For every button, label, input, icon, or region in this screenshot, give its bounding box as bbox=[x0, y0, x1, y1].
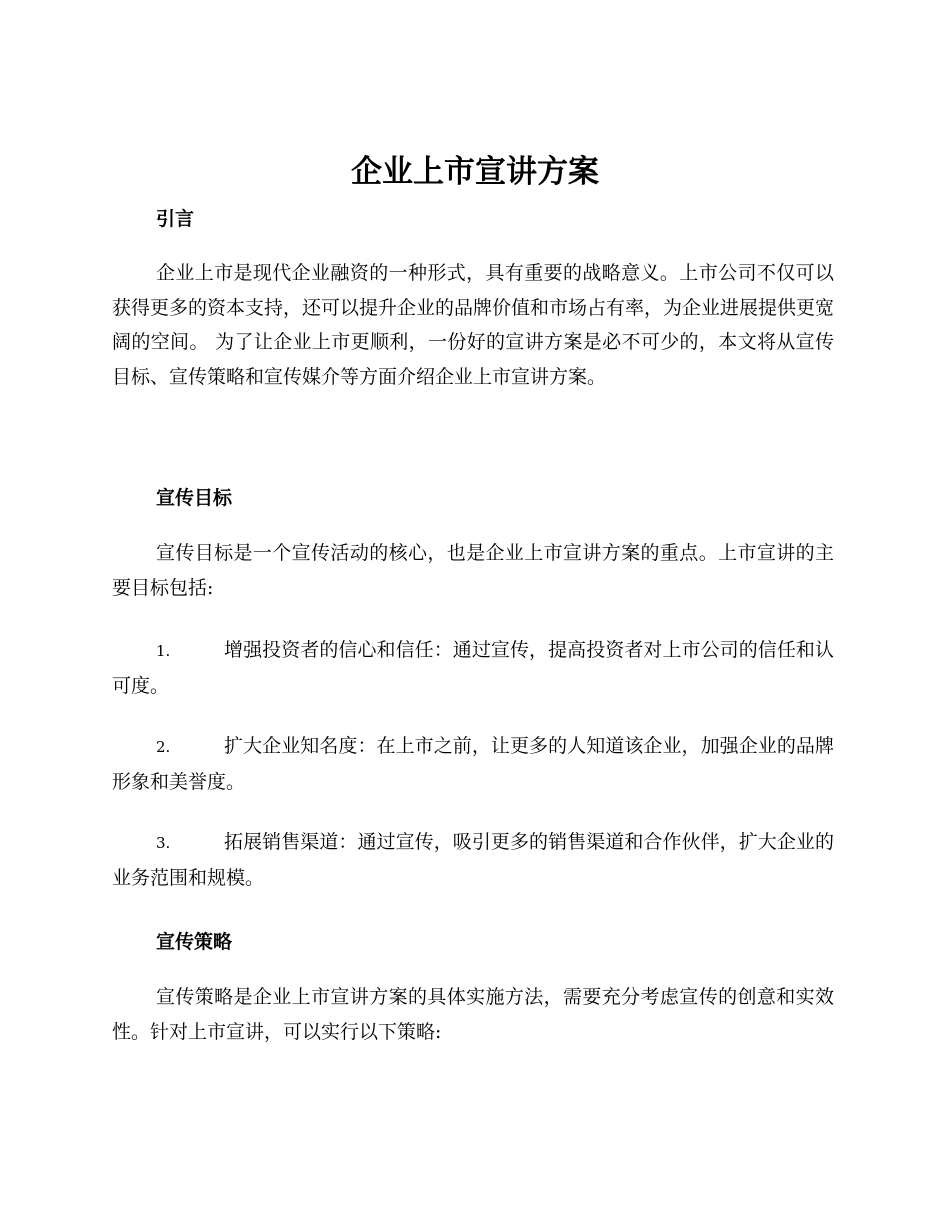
list-item-number: 3. bbox=[156, 834, 171, 852]
list-item-text: 拓展销售渠道：通过宣传，吸引更多的销售渠道和合作伙伴，扩大企业的业务范围和规模。 bbox=[112, 831, 834, 889]
paragraph-introduction: 企业上市是现代企业融资的一种形式，具有重要的战略意义。上市公司不仅可以获得更多的资本支持，还可以提升企业的品牌价值和市场占有率，为企业进展提供更宽阔的空间。 为了让企业上市更顺利，一份好的宣讲方案是必不可少的，本文将从宣传目标、宣传策略和宣传媒介等方面介绍企业上市宣讲方案。 bbox=[112, 262, 835, 388]
list-item-number: 2. bbox=[156, 738, 171, 756]
list-item-number: 1. bbox=[156, 642, 171, 660]
list-item bbox=[112, 633, 834, 703]
list-item-text: 增强投资者的信心和信任：通过宣传，提高投资者对上市公司的信任和认可度。 bbox=[112, 639, 834, 697]
paragraph-strategy: 宣传策略是企业上市宣讲方案的具体实施方法，需要充分考虑宣传的创意和实效性。针对上市宣讲，可以实行以下策略: bbox=[112, 986, 834, 1043]
section-heading-goals: 宣传目标 bbox=[156, 487, 233, 509]
section-heading-strategy: 宣传策略 bbox=[156, 931, 233, 953]
paragraph-goals: 宣传目标是一个宣传活动的核心，也是企业上市宣讲方案的重点。上市宣讲的主要目标包括: bbox=[112, 542, 834, 599]
document-title: 企业上市宣讲方案 bbox=[351, 154, 599, 190]
section-heading-introduction: 引言 bbox=[156, 208, 195, 230]
list-item bbox=[112, 729, 834, 799]
list-item bbox=[112, 825, 834, 895]
list-item-text: 扩大企业知名度：在上市之前，让更多的人知道该企业，加强企业的品牌形象和美誉度。 bbox=[112, 735, 834, 793]
